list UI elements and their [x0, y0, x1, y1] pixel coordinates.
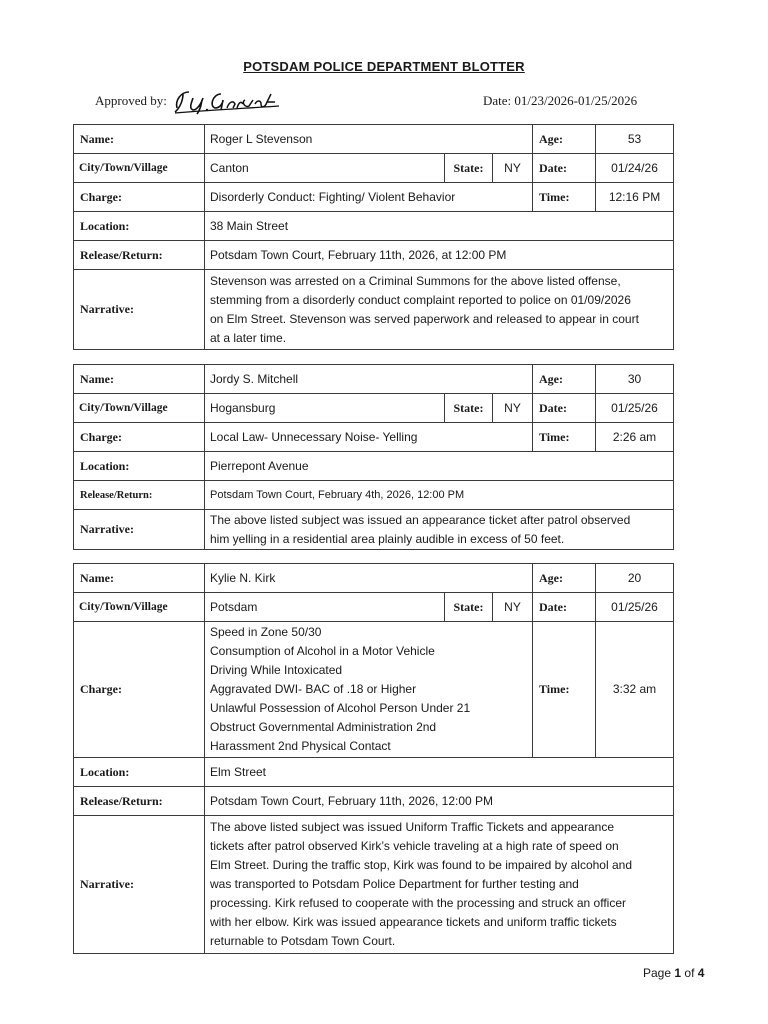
- date-value: 01/24/26: [596, 154, 674, 183]
- narrative-line: returnable to Potsdam Town Court.: [210, 934, 396, 948]
- narrative-value: [205, 816, 674, 954]
- release-value: Potsdam Town Court, February 4th, 2026, 12:00 PM: [205, 481, 674, 510]
- narrative-line: at a later time.: [210, 330, 287, 345]
- city-value: Canton: [205, 154, 445, 183]
- state-value: NY: [493, 154, 533, 183]
- age-value: 30: [596, 365, 674, 394]
- name-value: Jordy S. Mitchell: [205, 365, 533, 394]
- age-label: Age:: [533, 365, 596, 394]
- charge-line: Speed in Zone 50/30: [210, 625, 322, 639]
- date-value: 01/25/26: [596, 394, 674, 423]
- charge-value: Disorderly Conduct: Fighting/ Violent Behavior: [205, 183, 533, 212]
- page-title: POTSDAM POLICE DEPARTMENT BLOTTER: [243, 59, 525, 74]
- page-number: [643, 966, 704, 980]
- blotter-record: [73, 364, 674, 550]
- narrative-line: Stevenson was arrested on a Criminal Summons for the above listed offense,: [210, 273, 621, 288]
- approved-by-label: Approved by:: [95, 93, 167, 108]
- location-value: Elm Street: [205, 758, 674, 787]
- date-label: Date:: [533, 593, 596, 622]
- age-label: Age:: [533, 125, 596, 154]
- release-label: Release/Return:: [74, 787, 205, 816]
- time-value: 3:32 am: [596, 622, 674, 758]
- narrative-value: [205, 270, 674, 350]
- state-label: State:: [445, 394, 493, 423]
- narrative-label: Narrative:: [74, 270, 205, 350]
- narrative-line: was transported to Potsdam Police Department for further testing and: [210, 877, 579, 891]
- time-label: Time:: [533, 183, 596, 212]
- age-value: 20: [596, 564, 674, 593]
- location-label: Location:: [74, 758, 205, 787]
- age-label: Age:: [533, 564, 596, 593]
- city-label: City/Town/Village: [74, 593, 205, 622]
- narrative-line: with her elbow. Kirk was issued appearance tickets and uniform traffic tickets: [210, 915, 617, 929]
- release-value: Potsdam Town Court, February 11th, 2026, 12:00 PM: [205, 787, 674, 816]
- time-label: Time:: [533, 622, 596, 758]
- release-label: Release/Return:: [74, 241, 205, 270]
- location-label: Location:: [74, 212, 205, 241]
- time-label: Time:: [533, 423, 596, 452]
- narrative-value: [205, 510, 674, 550]
- page-total: 4: [697, 966, 705, 980]
- date-label: Date:: [533, 394, 596, 423]
- location-value: Pierrepont Avenue: [205, 452, 674, 481]
- location-value: 38 Main Street: [205, 212, 674, 241]
- state-value: NY: [493, 394, 533, 423]
- narrative-line: on Elm Street. Stevenson was served paperwork and released to appear in court: [210, 311, 639, 326]
- name-label: Name:: [74, 365, 205, 394]
- charge-line: Driving While Intoxicated: [210, 663, 343, 677]
- state-label: State:: [445, 154, 493, 183]
- charge-label: Charge:: [74, 622, 205, 758]
- approver-signature: [171, 86, 283, 116]
- blotter-date-range: Date: 01/23/2026-01/25/2026: [483, 93, 638, 108]
- city-label: City/Town/Village: [74, 394, 205, 423]
- city-value: Hogansburg: [205, 394, 445, 423]
- charge-value: [205, 622, 533, 758]
- date-value: 01/25/26: [596, 593, 674, 622]
- state-label: State:: [445, 593, 493, 622]
- city-value: Potsdam: [205, 593, 445, 622]
- narrative-line: Elm Street. During the traffic stop, Kirk was found to be impaired by alcohol and: [210, 858, 632, 872]
- charge-value: Local Law- Unnecessary Noise- Yelling: [205, 423, 533, 452]
- page-of: of: [684, 966, 695, 980]
- page-prefix: Page: [643, 966, 672, 980]
- release-value: Potsdam Town Court, February 11th, 2026, at 12:00 PM: [205, 241, 674, 270]
- charge-line: Consumption of Alcohol in a Motor Vehicle: [210, 644, 435, 658]
- name-label: Name:: [74, 564, 205, 593]
- state-value: NY: [493, 593, 533, 622]
- age-value: 53: [596, 125, 674, 154]
- narrative-line: stemming from a disorderly conduct complaint reported to police on 01/09/2026: [210, 292, 631, 307]
- narrative-line: The above listed subject was issued an appearance ticket after patrol observed: [210, 512, 631, 527]
- time-value: 2:26 am: [596, 423, 674, 452]
- charge-line: Obstruct Governmental Administration 2nd: [210, 720, 437, 734]
- page-current: 1: [674, 966, 682, 980]
- charge-label: Charge:: [74, 423, 205, 452]
- charge-line: Harassment 2nd Physical Contact: [210, 739, 391, 753]
- narrative-label: Narrative:: [74, 816, 205, 954]
- city-label: City/Town/Village: [74, 154, 205, 183]
- narrative-line: processing. Kirk refused to cooperate with the processing and struck an officer: [210, 896, 626, 910]
- narrative-line: tickets after patrol observed Kirk’s vehicle traveling at a high rate of speed on: [210, 839, 619, 853]
- name-value: Kylie N. Kirk: [205, 564, 533, 593]
- blotter-record: [73, 124, 674, 350]
- charge-line: Unlawful Possession of Alcohol Person Under 21: [210, 701, 471, 715]
- location-label: Location:: [74, 452, 205, 481]
- blotter-record: [73, 563, 674, 954]
- narrative-line: The above listed subject was issued Uniform Traffic Tickets and appearance: [210, 820, 614, 834]
- name-label: Name:: [74, 125, 205, 154]
- charge-line: Aggravated DWI- BAC of .18 or Higher: [210, 682, 417, 696]
- narrative-line: him yelling in a residential area plainly audible in excess of 50 feet.: [210, 531, 565, 546]
- release-label: Release/Return:: [74, 481, 205, 510]
- charge-label: Charge:: [74, 183, 205, 212]
- time-value: 12:16 PM: [596, 183, 674, 212]
- date-label: Date:: [533, 154, 596, 183]
- narrative-label: Narrative:: [74, 510, 205, 550]
- name-value: Roger L Stevenson: [205, 125, 533, 154]
